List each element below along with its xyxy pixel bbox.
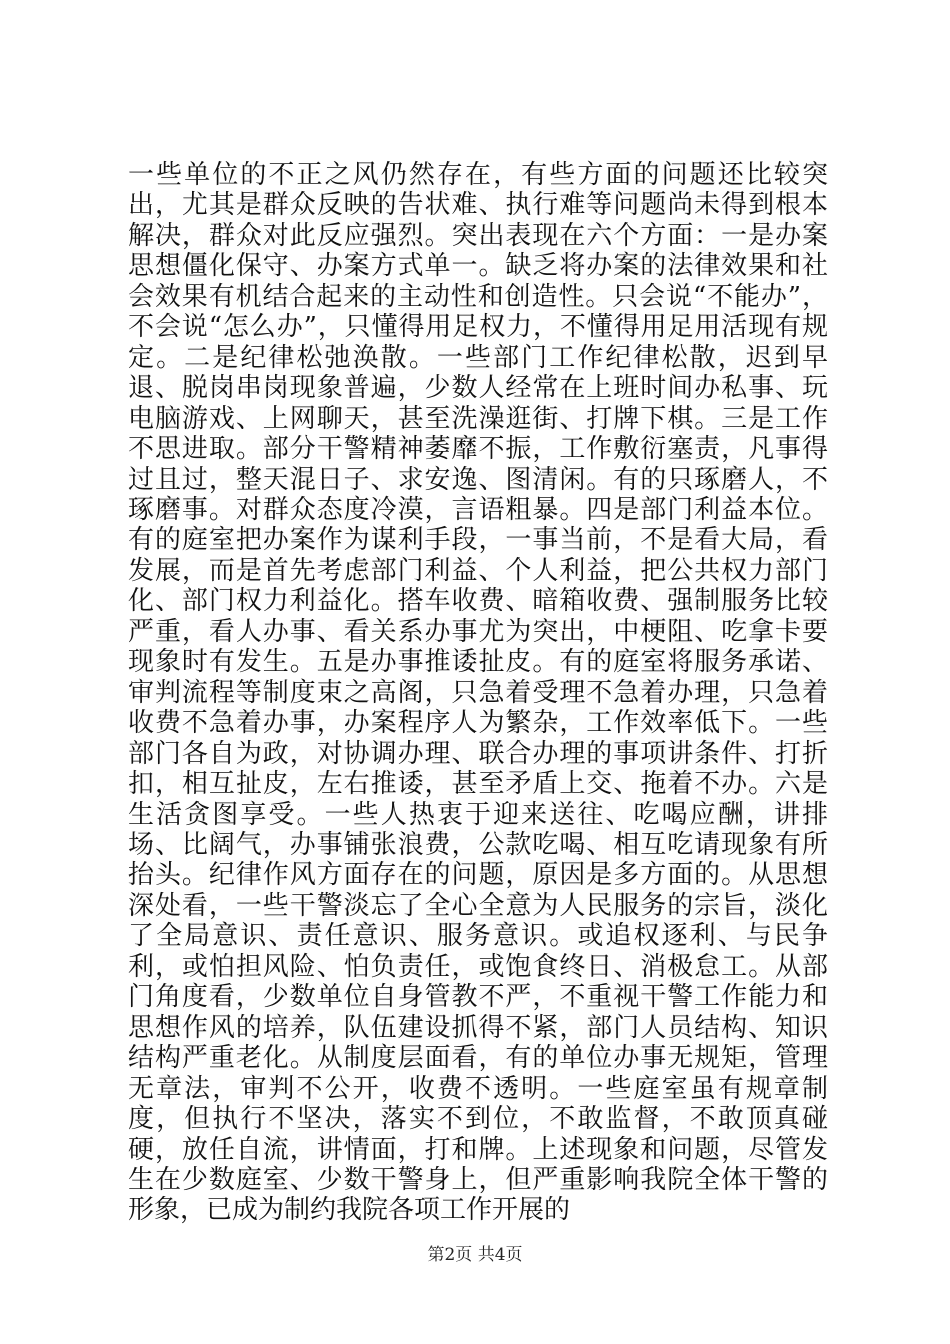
body-paragraph: 一些单位的不正之风仍然存在，有些方面的问题还比较突出，尤其是群众反映的告状难、执行难等问题尚未得到根本解决，群众对此反应强烈。突出表现在六个方面：一是办案思想僵化保守、办案方式单一。缺乏将办案的法律效果和社会效果有机结合起来的主动性和创造性。只会说“不能办”，不会说“怎么办”，只懂得用足权力，不懂得用足用活现有规定。二是纪律松弛涣散。一些部门工作纪律松散，迟到早退、脱岗串岗现象普遍，少数人经常在上班时间办私事、玩电脑游戏、上网聊天，甚至洗澡逛街、打牌下棋。三是工作不思进取。部分干警精神萎靡不振，工作敷衍塞责，凡事得过且过，整天混日子、求安逸、图清闲。有的只琢磨人，不琢磨事。对群众态度冷漠，言语粗暴。四是部门利益本位。有的庭室把办案作为谋利手段，一事当前，不是看大局，看发展，而是首先考虑部门利益、个人利益，把公共权力部门化、部门权力利益化。搭车收费、暗箱收费、强制服务比较严重，看人办事、看关系办事尤为突出，中梗阻、吃拿卡要现象时有发生。五是办事推诿扯皮。有的庭室将服务承诺、审判流程等制度束之高阁，只急着受理不急着办理，只急着收费不急着办事，办案程序人为繁杂，工作效率低下。一些部门各自为政，对协调办理、联合办理的事项讲条件、打折扣，相互扯皮，左右推诿，甚至矛盾上交、拖着不办。六是生活贪图享受。一些人热衷于迎来送往、吃喝应酬，讲排场、比阔气，办事铺张浪费，公款吃喝、相互吃请现象有所抬头。纪律作风方面存在的问题，原因是多方面的。从思想深处看，一些干警淡忘了全心全意为人民服务的宗旨，淡化了全局意识、责任意识、服务意识。或追权逐利、与民争利，或怕担风险、怕负责任，或饱食终日、消极怠工。从部门角度看，少数单位自身管教不严，不重视干警工作能力和思想作风的培养，队伍建设抓得不紧，部门人员结构、知识结构严重老化。从制度层面看，有的单位办事无规矩，管理无章法，审判不公开，收费不透明。一些庭室虽有规章制度，但执行不坚决，落实不到位，不敢监督，不敢顶真碰硬，放任自流，讲情面，打和牌。上述现象和问题，尽管发生在少数庭室、少数干警身上，但严重影响我院全体干警的形象，已成为制约我院各项工作开展的: [128, 160, 828, 1226]
page-footer: 第2页 共4页: [427, 1245, 523, 1265]
